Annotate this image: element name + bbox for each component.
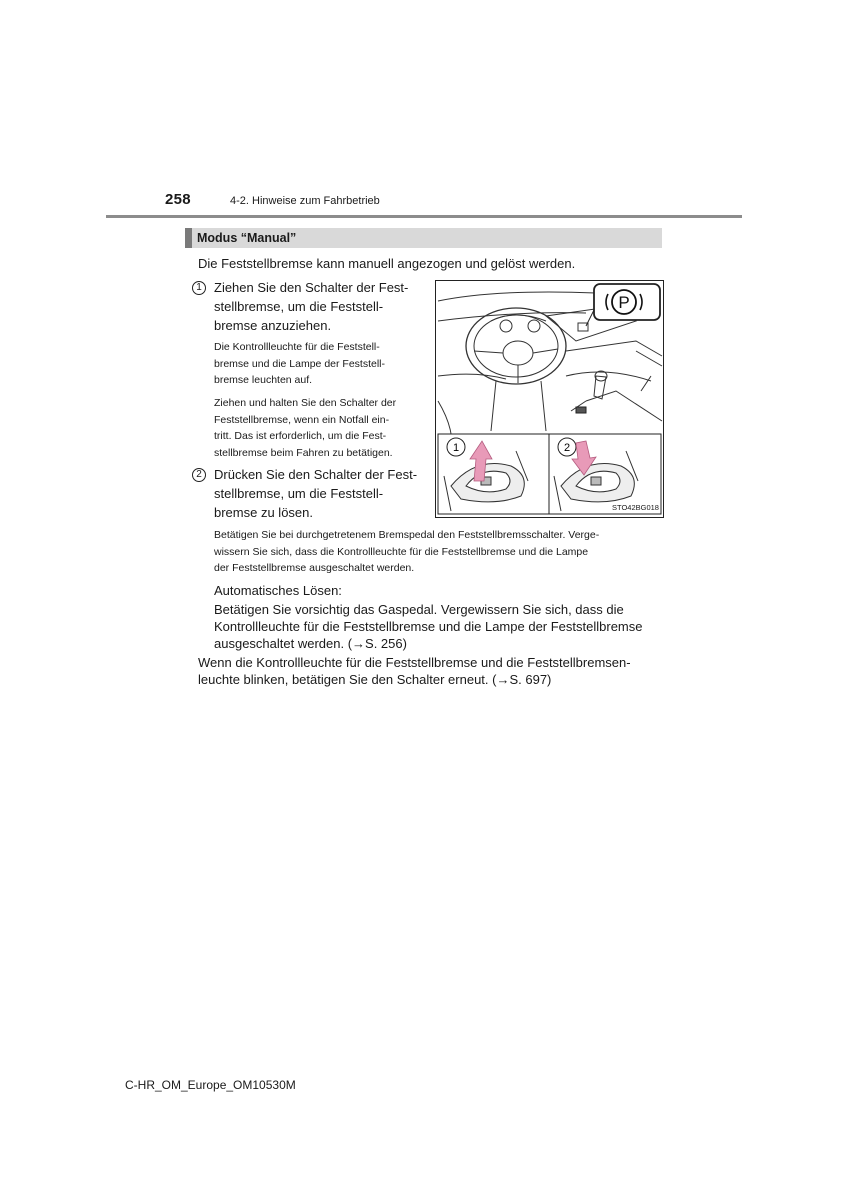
figure-code: STO42BG018 [612, 503, 659, 512]
note-line: Die Kontrollleuchte für die Feststell- [214, 341, 380, 353]
section-heading-accent [185, 228, 192, 248]
parking-symbol: P [618, 293, 630, 312]
step-1-note-2 [214, 395, 423, 461]
chapter-title: 4-2. Hinweise zum Fahrbetrieb [230, 195, 380, 207]
header-divider [106, 215, 742, 218]
intro-text: Die Feststellbremse kann manuell angezogen und gelöst werden. [198, 256, 576, 271]
document-id-footer: C-HR_OM_Europe_OM10530M [125, 1078, 296, 1092]
note-line: Ziehen und halten Sie den Schalter der [214, 397, 397, 409]
note-line: bremse leuchten auf. [214, 374, 313, 386]
step-1-line: bremse anzuziehen. [214, 318, 332, 333]
closing-line: Wenn die Kontrollleuchte für die Feststellbremse und die Feststellbremsen- [198, 655, 631, 670]
note-line: stellbremse beim Fahren zu betätigen. [214, 446, 393, 459]
step-1-text [214, 278, 423, 335]
step-2-text [214, 465, 423, 522]
parking-brake-switch-illustration [436, 281, 663, 517]
closing-line: leuchte blinken, betätigen Sie den Schalter erneut. (→S. 697) [198, 672, 552, 687]
inset-label-2: 2 [563, 442, 571, 454]
note-line: Betätigen Sie bei durchgetretenem Bremspedal den Feststellbremsschalter. Verge- [214, 529, 600, 541]
note-line: tritt. Das ist erforderlich, um die Fest- [214, 430, 387, 442]
auto-release-line: Betätigen Sie vorsichtig das Gaspedal. Vergewissern Sie sich, dass die [214, 602, 624, 617]
step-2-note [214, 527, 660, 577]
step-number-2: 2 [192, 468, 206, 482]
auto-release-line: Kontrollleuchte für die Feststellbremse und die Lampe der Feststellbremse [214, 619, 643, 634]
step-1-note-1 [214, 339, 423, 389]
section-heading: Modus “Manual” [197, 231, 297, 245]
note-line: der Feststellbremse ausgeschaltet werden. [214, 562, 415, 574]
note-line: Feststellbremse, wenn ein Notfall ein- [214, 413, 390, 426]
step-2-line: Drücken Sie den Schalter der Fest- [214, 467, 418, 482]
step-2-line: bremse zu lösen. [214, 505, 313, 520]
note-line: bremse und die Lampe der Feststell- [214, 357, 385, 370]
auto-release-text [214, 601, 660, 652]
step-number-1: 1 [192, 281, 206, 295]
auto-release-title: Automatisches Lösen: [214, 583, 342, 598]
step-2-line: stellbremse, um die Feststell- [214, 486, 384, 501]
section-heading-bar [185, 228, 662, 248]
inset-label-1: 1 [452, 442, 460, 454]
step-1-line: stellbremse, um die Feststell- [214, 299, 384, 314]
page-number: 258 [165, 191, 191, 208]
auto-release-line: ausgeschaltet werden. (→S. 256) [214, 636, 407, 651]
parking-brake-figure [435, 280, 664, 518]
note-line: wissern Sie sich, dass die Kontrollleuchte für die Feststellbremse und die Lampe [214, 545, 589, 558]
step-1-line: Ziehen Sie den Schalter der Fest- [214, 280, 409, 295]
closing-paragraph [198, 654, 660, 688]
